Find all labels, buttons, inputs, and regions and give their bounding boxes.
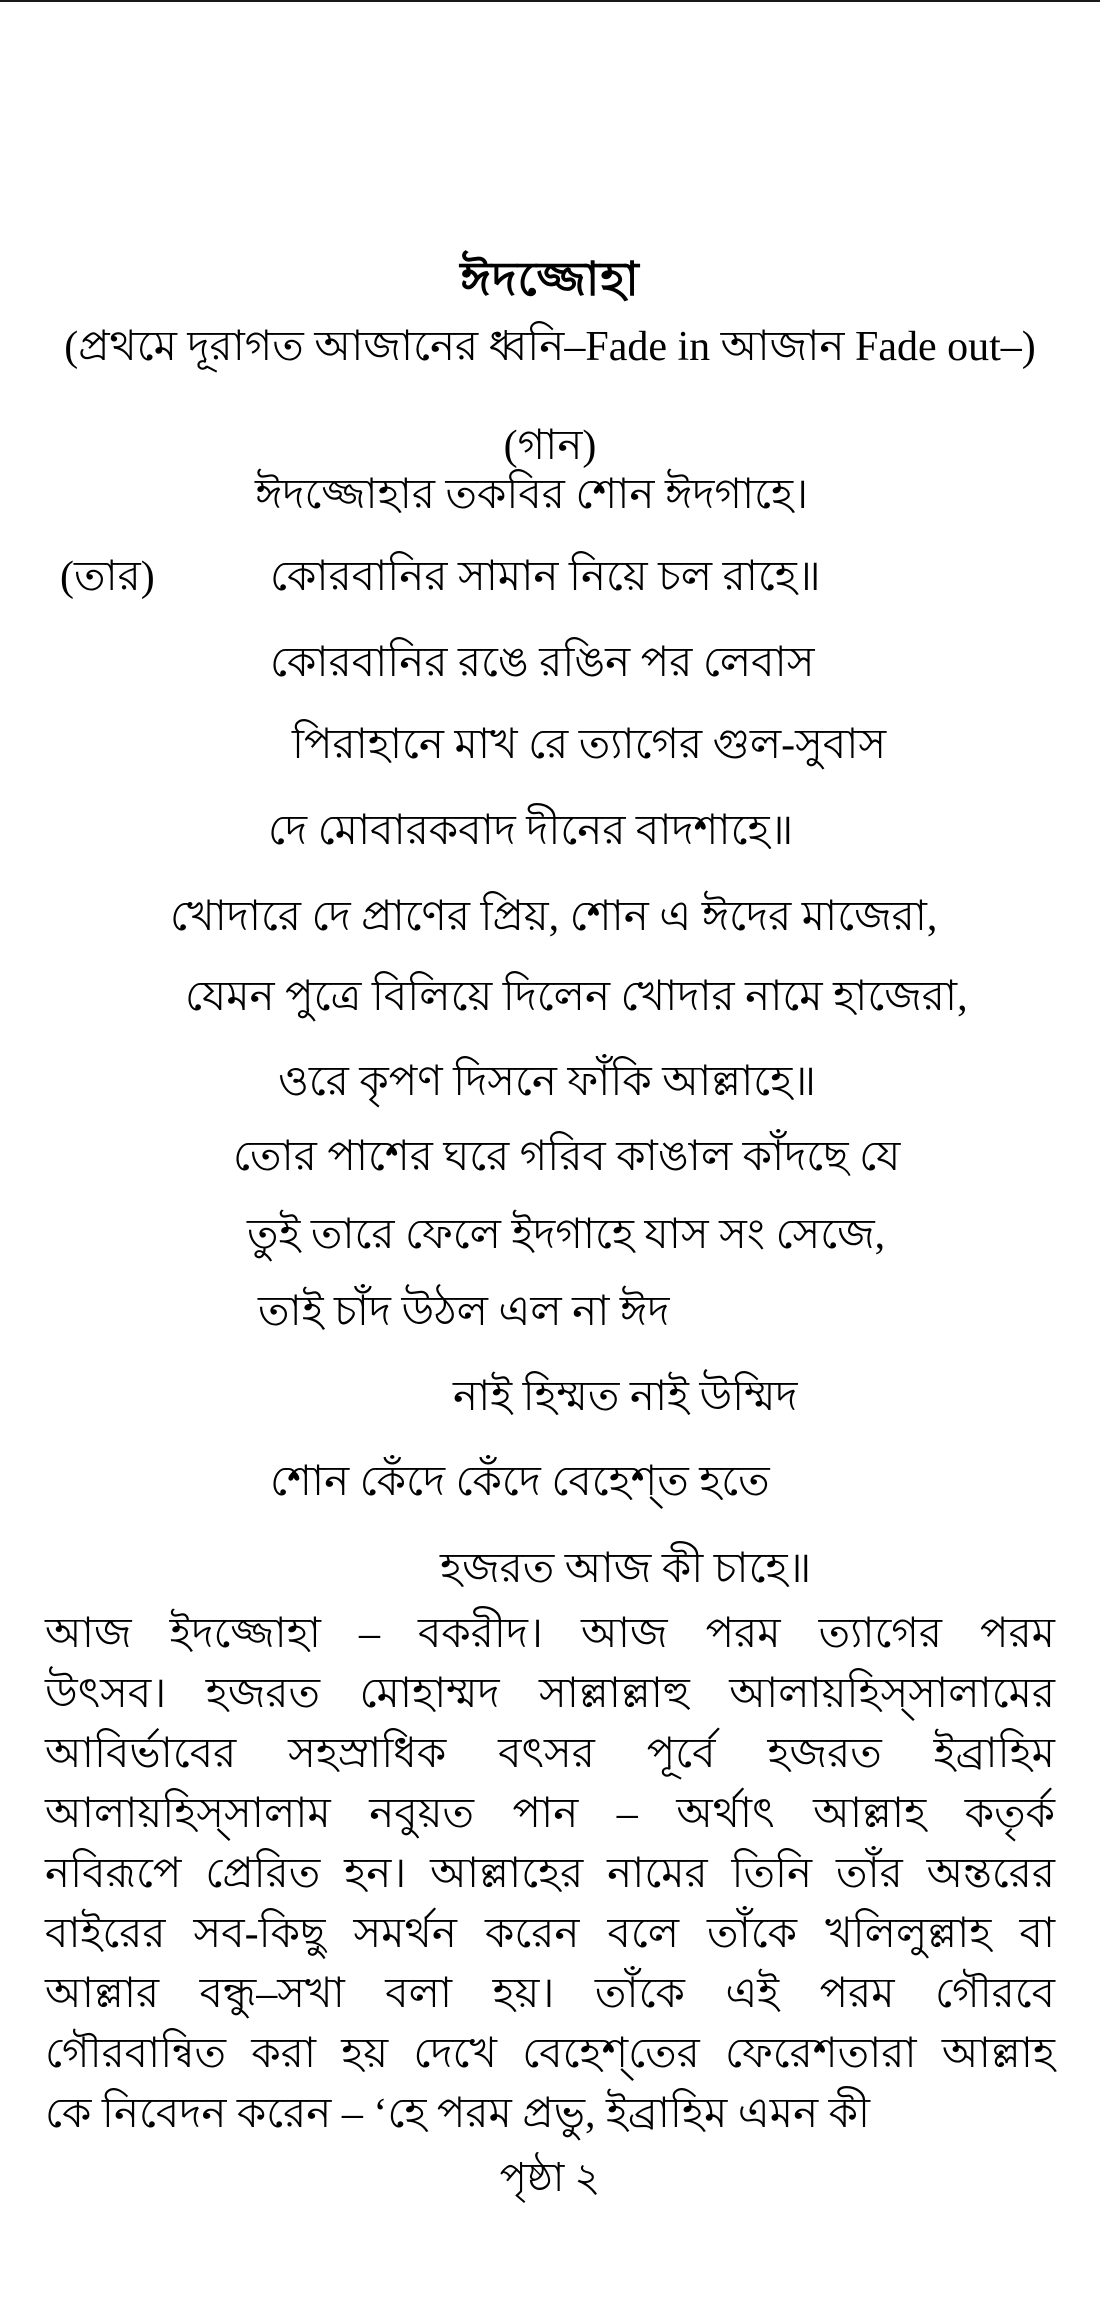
paragraph-line-8: গৌরবান্বিত করা হয় দেখে বেহেশ্‌তের ফেরেশতারা আল্লাহ xyxy=(45,2031,1055,2077)
song-line-12: নাই হিম্মত নাই উম্মিদ xyxy=(453,1374,798,1420)
song-line-7: যেমন পুত্রে বিলিয়ে দিলেন খোদার নামে হাজেরা, xyxy=(185,974,968,1020)
song-line-14: হজরত আজ কী চাহে॥ xyxy=(440,1546,812,1592)
song-line-1: ঈদজ্জোহার তকবির শোন ঈদগাহে। xyxy=(255,472,809,518)
paragraph-line-9: কে নিবেদন করেন – ‘হে পরম প্রভু, ইব্রাহিম এমন কী xyxy=(45,2091,871,2137)
paragraph-line-4: আলায়হিস্‌সালাম নবুয়ত পান – অর্থাৎ আল্লাহ কতৃর্ক xyxy=(45,1791,1055,1837)
paragraph-line-1: আজ ইদজ্জোহা – বকরীদ। আজ পরম ত্যাগের পরম xyxy=(45,1611,1055,1657)
paragraph-line-5: নবিরূপে প্রেরিত হন। আল্লাহের নামের তিনি তাঁর অন্তরের xyxy=(45,1851,1055,1897)
song-line-13: শোন কেঁদে কেঁদে বেহেশ্‌ত হতে xyxy=(270,1459,770,1505)
song-heading: (গান) xyxy=(503,423,597,469)
paragraph-line-2: উৎসব। হজরত মোহাম্মদ সাল্লাল্লাহু আলায়হিস্‌সালামের xyxy=(45,1671,1055,1717)
song-line-6: খোদারে দে প্রাণের প্রিয়, শোন এ ঈদের মাজেরা, xyxy=(170,894,938,940)
song-line-3: কোরবানির রঙে রঙিন পর লেবাস xyxy=(270,640,815,686)
paragraph-line-7: আল্লার বন্ধু–সখা বলা হয়। তাঁকে এই পরম গৌরবে xyxy=(45,1971,1055,2017)
paragraph-line-6: বাইরের সব-কিছু সমর্থন করেন বলে তাঁকে খলিলুল্লাহ বা xyxy=(45,1911,1055,1957)
song-line-8: ওরে কৃপণ দিসনে ফাঁকি আল্লাহে॥ xyxy=(278,1059,816,1105)
refrain-label: (তার) xyxy=(60,554,155,600)
song-line-10: তুই তারে ফেলে ইদগাহে যাস সং সেজে, xyxy=(247,1212,886,1258)
song-line-2: কোরবানির সামান নিয়ে চল রাহে॥ xyxy=(270,554,821,600)
paragraph-line-3: আবির্ভাবের সহস্রাধিক বৎসর পূর্বে হজরত ইব্রাহিম xyxy=(45,1731,1055,1777)
song-line-5: দে মোবারকবাদ দীনের বাদশাহে॥ xyxy=(268,808,794,854)
song-line-4: পিরাহানে মাখ রে ত্যাগের গুল-সুবাস xyxy=(292,722,887,768)
song-line-9: তোর পাশের ঘরে গরিব কাঙাল কাঁদছে যে xyxy=(233,1134,901,1180)
stage-direction: (প্রথমে দূরাগত আজানের ধ্বনি–Fade in আজান Fade out–) xyxy=(64,324,1036,370)
page-number: পৃষ্ঠা ২ xyxy=(499,2155,601,2200)
page-title: ঈদজ্জোহা xyxy=(460,254,640,306)
scan-edge-line xyxy=(0,0,1100,2)
song-line-11: তাই চাঁদ উঠল এল না ঈদ xyxy=(258,1289,670,1335)
